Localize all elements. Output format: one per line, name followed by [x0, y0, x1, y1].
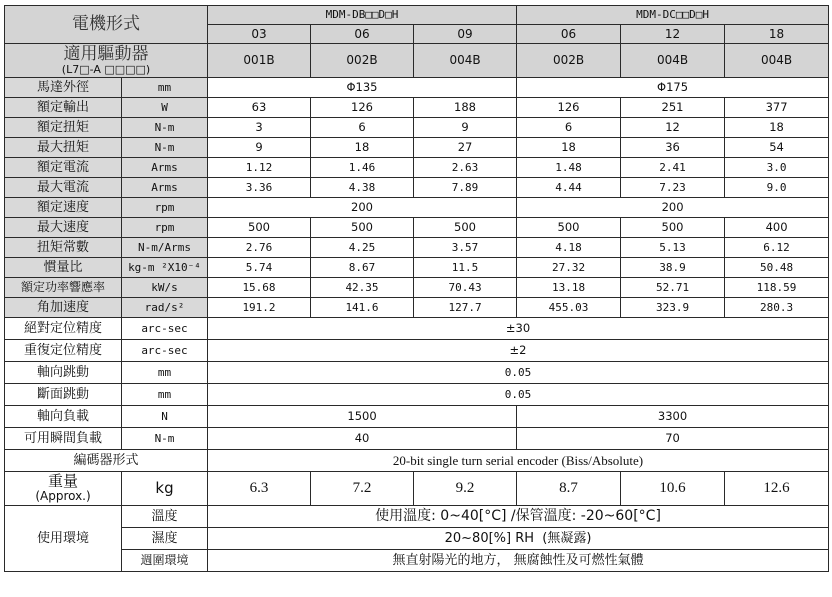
cell-value: ±2	[208, 340, 829, 362]
cell-value: 141.6	[311, 298, 414, 318]
row-unit: mm	[122, 78, 208, 98]
cell-value: 9.0	[725, 178, 829, 198]
row-label: 扭矩常數	[5, 238, 122, 258]
row-unit: rpm	[122, 198, 208, 218]
cell-value: 7.2	[311, 472, 414, 506]
cell-value: 377	[725, 98, 829, 118]
cell-value: 6	[517, 118, 621, 138]
cell-value: 20-bit single turn serial encoder (Biss/Absolute)	[208, 450, 829, 472]
spec-table	[4, 5, 829, 572]
cell-value: 使用溫度: 0~40[°C] /保管溫度: -20~60[°C]	[208, 506, 829, 528]
row-label	[5, 472, 122, 506]
row-unit: N-m	[122, 428, 208, 450]
cell-value: 11.5	[414, 258, 517, 278]
group-dc-header: MDM-DC□□D□H	[517, 6, 829, 25]
motor-type-header: 電機形式	[5, 6, 208, 44]
row-label: 額定扭矩	[5, 118, 122, 138]
row-unit: arc-sec	[122, 340, 208, 362]
cell-value: 1500	[208, 406, 517, 428]
cell-value: 3.57	[414, 238, 517, 258]
table-row	[5, 98, 829, 118]
cell-value: 2.76	[208, 238, 311, 258]
cell-value: 4.18	[517, 238, 621, 258]
table-row	[5, 158, 829, 178]
table-row	[5, 78, 829, 98]
cell-value: 5.13	[621, 238, 725, 258]
row-unit: Arms	[122, 158, 208, 178]
row-label: 重復定位精度	[5, 340, 122, 362]
table-row	[5, 340, 829, 362]
cell-value: 500	[311, 218, 414, 238]
row-label: 額定速度	[5, 198, 122, 218]
cell-value: 27	[414, 138, 517, 158]
weight-label: 重量	[47, 472, 78, 491]
row-label: 軸向負載	[5, 406, 122, 428]
table-row	[5, 138, 829, 158]
cell-value: 200	[208, 198, 517, 218]
cell-value: 126	[311, 98, 414, 118]
cell-value: 1.12	[208, 158, 311, 178]
cell-value: 191.2	[208, 298, 311, 318]
cell-value: 42.35	[311, 278, 414, 298]
cell-value: 13.18	[517, 278, 621, 298]
table-row	[5, 472, 829, 506]
row-unit: kg	[122, 472, 208, 506]
cell-value: 2.63	[414, 158, 517, 178]
row-label: 最大速度	[5, 218, 122, 238]
cell-value: 10.6	[621, 472, 725, 506]
cell-value: 118.59	[725, 278, 829, 298]
cell-value: 3300	[517, 406, 829, 428]
environment-label: 使用環境	[5, 506, 122, 572]
cell-value: 9	[208, 138, 311, 158]
table-row	[5, 318, 829, 340]
cell-value: 323.9	[621, 298, 725, 318]
row-unit: N-m	[122, 138, 208, 158]
row-label: 斷面跳動	[5, 384, 122, 406]
cell-value: 12.6	[725, 472, 829, 506]
cell-value: 6.3	[208, 472, 311, 506]
table-row	[5, 550, 829, 572]
table-row	[5, 118, 829, 138]
cell-value: 1.46	[311, 158, 414, 178]
row-label: 週圍環境	[122, 550, 208, 572]
cell-value: 6.12	[725, 238, 829, 258]
row-unit: kg-m ²X10⁻⁴	[122, 258, 208, 278]
table-row	[5, 506, 829, 528]
cell-value: 18	[311, 138, 414, 158]
table-row	[5, 406, 829, 428]
row-label: 角加速度	[5, 298, 122, 318]
model-code: 03	[208, 25, 311, 44]
cell-value: 38.9	[621, 258, 725, 278]
driver-code: 004B	[621, 44, 725, 78]
cell-value: 18	[517, 138, 621, 158]
cell-value: 0.05	[208, 362, 829, 384]
row-unit: arc-sec	[122, 318, 208, 340]
table-row	[5, 362, 829, 384]
cell-value: 50.48	[725, 258, 829, 278]
cell-value: 70	[517, 428, 829, 450]
row-label: 可用瞬間負載	[5, 428, 122, 450]
table-row	[5, 278, 829, 298]
cell-value: ±30	[208, 318, 829, 340]
cell-value: 455.03	[517, 298, 621, 318]
row-unit: rpm	[122, 218, 208, 238]
row-label: 最大扭矩	[5, 138, 122, 158]
cell-value: 63	[208, 98, 311, 118]
row-unit: mm	[122, 362, 208, 384]
row-label: 額定輸出	[5, 98, 122, 118]
cell-value: 200	[517, 198, 829, 218]
row-unit: mm	[122, 384, 208, 406]
row-label: 慣量比	[5, 258, 122, 278]
driver-code: 002B	[311, 44, 414, 78]
cell-value: 251	[621, 98, 725, 118]
cell-value: 4.44	[517, 178, 621, 198]
cell-value: 1.48	[517, 158, 621, 178]
cell-value: 126	[517, 98, 621, 118]
table-row	[5, 258, 829, 278]
table-row	[5, 238, 829, 258]
row-label: 濕度	[122, 528, 208, 550]
table-row	[5, 198, 829, 218]
cell-value: 8.67	[311, 258, 414, 278]
cell-value: Φ135	[208, 78, 517, 98]
cell-value: 12	[621, 118, 725, 138]
cell-value: 0.05	[208, 384, 829, 406]
model-code: 09	[414, 25, 517, 44]
cell-value: 40	[208, 428, 517, 450]
cell-value: 9.2	[414, 472, 517, 506]
cell-value: 400	[725, 218, 829, 238]
cell-value: 280.3	[725, 298, 829, 318]
cell-value: 20~80[%] RH (無凝露)	[208, 528, 829, 550]
cell-value: 18	[725, 118, 829, 138]
row-label: 溫度	[122, 506, 208, 528]
driver-header	[5, 44, 208, 78]
cell-value: 54	[725, 138, 829, 158]
model-code: 12	[621, 25, 725, 44]
cell-value: 500	[517, 218, 621, 238]
row-unit: N-m	[122, 118, 208, 138]
cell-value: 27.32	[517, 258, 621, 278]
row-unit: N-m/Arms	[122, 238, 208, 258]
cell-value: 9	[414, 118, 517, 138]
row-unit: kW/s	[122, 278, 208, 298]
row-label: 額定功率響應率	[5, 278, 122, 298]
model-code: 06	[517, 25, 621, 44]
cell-value: 4.38	[311, 178, 414, 198]
cell-value: 127.7	[414, 298, 517, 318]
cell-value: 52.71	[621, 278, 725, 298]
table-row	[5, 298, 829, 318]
row-label: 編碼器形式	[5, 450, 208, 472]
cell-value: 500	[621, 218, 725, 238]
row-label: 絕對定位精度	[5, 318, 122, 340]
row-unit: rad/s²	[122, 298, 208, 318]
table-row	[5, 218, 829, 238]
cell-value: 70.43	[414, 278, 517, 298]
model-code: 18	[725, 25, 829, 44]
row-label: 額定電流	[5, 158, 122, 178]
cell-value: 15.68	[208, 278, 311, 298]
cell-value: Φ175	[517, 78, 829, 98]
driver-sub-label: (L7□-A □□□□)	[61, 62, 151, 76]
cell-value: 3.36	[208, 178, 311, 198]
cell-value: 3.0	[725, 158, 829, 178]
table-row	[5, 178, 829, 198]
cell-value: 無直射陽光的地方， 無腐蝕性及可燃性氣體	[208, 550, 829, 572]
row-label: 馬達外徑	[5, 78, 122, 98]
cell-value: 188	[414, 98, 517, 118]
model-code: 06	[311, 25, 414, 44]
row-unit: Arms	[122, 178, 208, 198]
table-row	[5, 384, 829, 406]
table-row	[5, 428, 829, 450]
driver-code: 002B	[517, 44, 621, 78]
row-label: 軸向跳動	[5, 362, 122, 384]
driver-code: 004B	[414, 44, 517, 78]
cell-value: 500	[414, 218, 517, 238]
driver-code: 004B	[725, 44, 829, 78]
cell-value: 4.25	[311, 238, 414, 258]
cell-value: 3	[208, 118, 311, 138]
cell-value: 7.23	[621, 178, 725, 198]
group-db-header: MDM-DB□□D□H	[208, 6, 517, 25]
cell-value: 6	[311, 118, 414, 138]
cell-value: 2.41	[621, 158, 725, 178]
weight-sub-label: (Approx.)	[35, 489, 91, 504]
driver-label: 適用驅動器	[63, 43, 149, 64]
table-row	[5, 450, 829, 472]
cell-value: 7.89	[414, 178, 517, 198]
cell-value: 8.7	[517, 472, 621, 506]
cell-value: 36	[621, 138, 725, 158]
table-row	[5, 528, 829, 550]
driver-code: 001B	[208, 44, 311, 78]
row-unit: W	[122, 98, 208, 118]
cell-value: 5.74	[208, 258, 311, 278]
cell-value: 500	[208, 218, 311, 238]
row-unit: N	[122, 406, 208, 428]
row-label: 最大電流	[5, 178, 122, 198]
